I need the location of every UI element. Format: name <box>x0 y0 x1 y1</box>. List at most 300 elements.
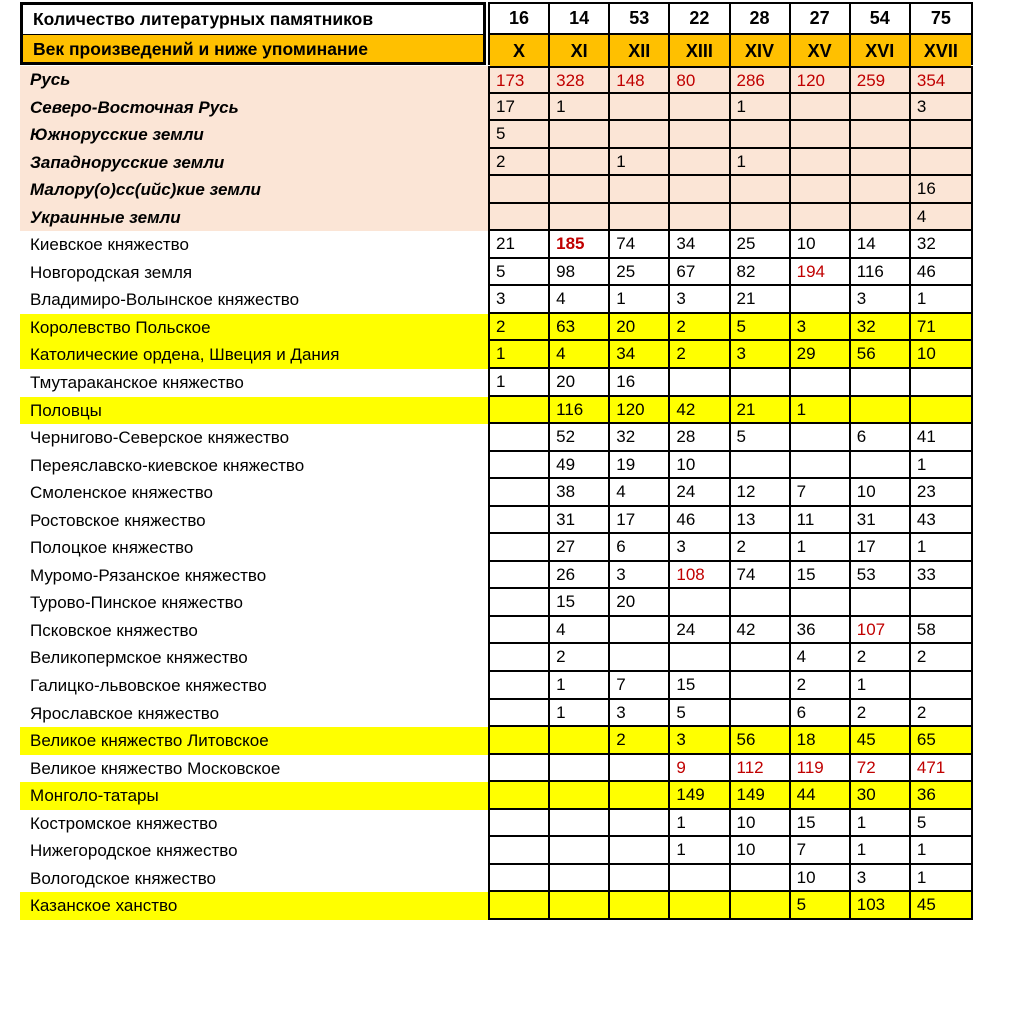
data-cell[interactable] <box>550 121 610 147</box>
data-cell[interactable]: 9 <box>670 755 730 781</box>
data-cell[interactable]: 3 <box>731 341 791 367</box>
data-cell[interactable]: 45 <box>911 892 971 918</box>
table-row[interactable] <box>20 507 973 535</box>
data-cell[interactable]: 36 <box>791 617 851 643</box>
data-cell[interactable]: 1 <box>550 672 610 698</box>
table-row[interactable] <box>20 755 973 783</box>
data-cell[interactable] <box>731 672 791 698</box>
data-cell[interactable]: 120 <box>791 68 851 92</box>
data-cell[interactable]: 10 <box>731 810 791 836</box>
data-cell[interactable] <box>610 644 670 670</box>
data-cell[interactable]: 1 <box>851 672 911 698</box>
data-cell[interactable]: 10 <box>911 341 971 367</box>
data-cell[interactable] <box>731 644 791 670</box>
data-cell[interactable] <box>851 176 911 202</box>
row-cells <box>488 369 973 397</box>
data-cell[interactable] <box>610 617 670 643</box>
row-label: Западнорусские земли <box>20 149 488 177</box>
data-cell[interactable] <box>731 589 791 615</box>
table-row[interactable] <box>20 204 973 232</box>
data-cell[interactable]: 286 <box>731 68 791 92</box>
data-cell[interactable]: 72 <box>851 755 911 781</box>
data-cell[interactable] <box>911 149 971 175</box>
table-row[interactable] <box>20 837 973 865</box>
data-cell[interactable] <box>610 755 670 781</box>
data-cell[interactable]: 26 <box>550 562 610 588</box>
data-cell[interactable] <box>791 121 851 147</box>
data-cell[interactable]: 71 <box>911 314 971 340</box>
data-cell[interactable] <box>851 149 911 175</box>
data-cell[interactable]: 36 <box>911 782 971 808</box>
row-label: Полоцкое княжество <box>20 534 488 562</box>
data-cell[interactable] <box>490 617 550 643</box>
data-cell[interactable]: 1 <box>851 810 911 836</box>
data-cell[interactable]: 10 <box>851 479 911 505</box>
data-cell[interactable]: 43 <box>911 507 971 533</box>
row-label: Католические ордена, Швеция и Дания <box>20 341 488 369</box>
data-cell[interactable] <box>550 837 610 863</box>
data-cell[interactable] <box>490 534 550 560</box>
row-cells <box>488 314 973 342</box>
data-cell[interactable]: 65 <box>911 727 971 753</box>
data-cell[interactable] <box>670 865 730 891</box>
data-cell[interactable]: 44 <box>791 782 851 808</box>
table-row[interactable] <box>20 66 973 94</box>
data-cell[interactable] <box>490 204 550 230</box>
data-cell[interactable]: 1 <box>911 534 971 560</box>
data-cell[interactable]: 20 <box>610 589 670 615</box>
header-century-cell: XIII <box>670 35 730 67</box>
table-row[interactable] <box>20 121 973 149</box>
data-cell[interactable] <box>851 589 911 615</box>
data-cell[interactable] <box>490 782 550 808</box>
data-cell[interactable]: 1 <box>911 837 971 863</box>
data-cell[interactable]: 15 <box>791 810 851 836</box>
table-row[interactable] <box>20 810 973 838</box>
data-cell[interactable] <box>670 204 730 230</box>
header-count-cell: 53 <box>610 4 670 35</box>
data-cell[interactable] <box>610 121 670 147</box>
data-cell[interactable] <box>670 149 730 175</box>
table-row[interactable] <box>20 782 973 810</box>
data-cell[interactable] <box>550 176 610 202</box>
data-cell[interactable] <box>490 755 550 781</box>
data-cell[interactable]: 4 <box>911 204 971 230</box>
data-cell[interactable]: 1 <box>490 341 550 367</box>
data-cell[interactable]: 42 <box>670 397 730 423</box>
data-cell[interactable]: 6 <box>851 424 911 450</box>
data-cell[interactable]: 34 <box>670 231 730 257</box>
data-cell[interactable]: 2 <box>911 700 971 726</box>
header-count-cell: 75 <box>911 4 971 35</box>
data-cell[interactable] <box>851 121 911 147</box>
data-cell[interactable]: 16 <box>610 369 670 395</box>
data-cell[interactable]: 25 <box>731 231 791 257</box>
data-cell[interactable] <box>490 700 550 726</box>
data-cell[interactable] <box>490 562 550 588</box>
data-cell[interactable]: 10 <box>791 865 851 891</box>
table-row[interactable] <box>20 341 973 369</box>
data-cell[interactable] <box>911 672 971 698</box>
data-cell[interactable]: 3 <box>791 314 851 340</box>
data-cell[interactable]: 24 <box>670 617 730 643</box>
data-cell[interactable]: 5 <box>791 892 851 918</box>
data-cell[interactable]: 3 <box>851 865 911 891</box>
data-cell[interactable]: 17 <box>851 534 911 560</box>
table-row[interactable] <box>20 176 973 204</box>
data-cell[interactable]: 2 <box>490 149 550 175</box>
data-cell[interactable]: 31 <box>851 507 911 533</box>
data-cell[interactable]: 42 <box>731 617 791 643</box>
data-cell[interactable] <box>851 94 911 120</box>
data-cell[interactable]: 149 <box>731 782 791 808</box>
data-cell[interactable]: 5 <box>731 314 791 340</box>
data-cell[interactable]: 4 <box>791 644 851 670</box>
data-cell[interactable] <box>731 865 791 891</box>
data-cell[interactable]: 33 <box>911 562 971 588</box>
data-cell[interactable] <box>670 94 730 120</box>
data-cell[interactable]: 4 <box>550 341 610 367</box>
data-cell[interactable]: 67 <box>670 259 730 285</box>
data-cell[interactable] <box>550 755 610 781</box>
table-row[interactable] <box>20 94 973 122</box>
row-label: Украинные земли <box>20 204 488 232</box>
data-cell[interactable] <box>550 810 610 836</box>
table-row[interactable] <box>20 314 973 342</box>
data-cell[interactable]: 12 <box>731 479 791 505</box>
data-cell[interactable] <box>791 424 851 450</box>
data-cell[interactable]: 5 <box>911 810 971 836</box>
data-cell[interactable]: 1 <box>610 286 670 312</box>
data-cell[interactable]: 112 <box>731 755 791 781</box>
data-cell[interactable]: 259 <box>851 68 911 92</box>
data-cell[interactable]: 13 <box>731 507 791 533</box>
data-cell[interactable]: 74 <box>731 562 791 588</box>
data-cell[interactable] <box>670 176 730 202</box>
data-cell[interactable]: 471 <box>911 755 971 781</box>
data-cell[interactable]: 49 <box>550 452 610 478</box>
data-cell[interactable] <box>731 369 791 395</box>
header-count-cell: 54 <box>851 4 911 35</box>
data-cell[interactable]: 2 <box>911 644 971 670</box>
data-cell[interactable] <box>731 700 791 726</box>
data-cell[interactable]: 3 <box>490 286 550 312</box>
data-cell[interactable] <box>610 94 670 120</box>
data-cell[interactable]: 1 <box>791 397 851 423</box>
table-row[interactable] <box>20 534 973 562</box>
data-cell[interactable]: 21 <box>731 286 791 312</box>
data-cell[interactable]: 16 <box>911 176 971 202</box>
data-cell[interactable]: 18 <box>791 727 851 753</box>
data-cell[interactable]: 148 <box>610 68 670 92</box>
data-cell[interactable]: 21 <box>731 397 791 423</box>
data-cell[interactable] <box>490 644 550 670</box>
data-cell[interactable] <box>670 892 730 918</box>
data-cell[interactable] <box>791 452 851 478</box>
data-cell[interactable]: 20 <box>550 369 610 395</box>
data-cell[interactable]: 15 <box>550 589 610 615</box>
data-cell[interactable] <box>610 204 670 230</box>
data-cell[interactable]: 98 <box>550 259 610 285</box>
data-cell[interactable]: 1 <box>670 837 730 863</box>
data-cell[interactable]: 185 <box>550 231 610 257</box>
data-cell[interactable]: 10 <box>731 837 791 863</box>
row-cells <box>488 782 973 810</box>
data-cell[interactable] <box>851 397 911 423</box>
data-cell[interactable]: 3 <box>610 562 670 588</box>
data-cell[interactable]: 1 <box>731 149 791 175</box>
data-cell[interactable]: 7 <box>791 479 851 505</box>
table-row[interactable] <box>20 672 973 700</box>
data-cell[interactable]: 116 <box>550 397 610 423</box>
data-cell[interactable]: 32 <box>851 314 911 340</box>
row-cells <box>488 617 973 645</box>
data-cell[interactable] <box>911 369 971 395</box>
row-cells <box>488 397 973 425</box>
data-cell[interactable]: 328 <box>550 68 610 92</box>
data-cell[interactable]: 5 <box>731 424 791 450</box>
data-cell[interactable]: 82 <box>731 259 791 285</box>
table-row[interactable] <box>20 397 973 425</box>
data-cell[interactable] <box>490 452 550 478</box>
data-cell[interactable] <box>550 149 610 175</box>
data-cell[interactable] <box>791 149 851 175</box>
data-cell[interactable]: 3 <box>610 700 670 726</box>
data-cell[interactable]: 3 <box>670 727 730 753</box>
data-cell[interactable]: 1 <box>791 534 851 560</box>
data-cell[interactable] <box>731 121 791 147</box>
data-cell[interactable]: 103 <box>851 892 911 918</box>
data-cell[interactable] <box>791 94 851 120</box>
data-cell[interactable]: 194 <box>791 259 851 285</box>
data-cell[interactable]: 107 <box>851 617 911 643</box>
data-cell[interactable]: 17 <box>610 507 670 533</box>
data-cell[interactable]: 4 <box>610 479 670 505</box>
data-cell[interactable]: 28 <box>670 424 730 450</box>
data-cell[interactable]: 2 <box>670 341 730 367</box>
header-label-box <box>20 2 486 65</box>
data-cell[interactable]: 3 <box>851 286 911 312</box>
table-row[interactable] <box>20 259 973 287</box>
table-row[interactable] <box>20 727 973 755</box>
data-cell[interactable] <box>490 479 550 505</box>
data-cell[interactable]: 11 <box>791 507 851 533</box>
data-cell[interactable]: 2 <box>851 644 911 670</box>
data-cell[interactable]: 10 <box>670 452 730 478</box>
data-cell[interactable] <box>791 286 851 312</box>
data-cell[interactable]: 1 <box>610 149 670 175</box>
data-cell[interactable] <box>610 176 670 202</box>
data-cell[interactable] <box>490 810 550 836</box>
row-cells <box>488 259 973 287</box>
data-cell[interactable] <box>911 397 971 423</box>
data-cell[interactable]: 3 <box>670 534 730 560</box>
data-cell[interactable]: 19 <box>610 452 670 478</box>
table-row[interactable] <box>20 424 973 452</box>
table-row[interactable] <box>20 452 973 480</box>
data-cell[interactable]: 20 <box>610 314 670 340</box>
data-cell[interactable] <box>731 452 791 478</box>
data-cell[interactable]: 1 <box>670 810 730 836</box>
data-cell[interactable] <box>851 204 911 230</box>
data-cell[interactable]: 3 <box>911 94 971 120</box>
data-cell[interactable]: 3 <box>670 286 730 312</box>
table-row[interactable] <box>20 369 973 397</box>
table-row[interactable] <box>20 892 973 920</box>
data-cell[interactable]: 27 <box>550 534 610 560</box>
data-cell[interactable] <box>791 369 851 395</box>
data-cell[interactable]: 15 <box>670 672 730 698</box>
table-row[interactable] <box>20 617 973 645</box>
data-cell[interactable] <box>731 176 791 202</box>
data-cell[interactable]: 1 <box>911 452 971 478</box>
data-cell[interactable] <box>490 727 550 753</box>
data-cell[interactable] <box>490 507 550 533</box>
data-cell[interactable] <box>731 204 791 230</box>
data-cell[interactable]: 80 <box>670 68 730 92</box>
data-cell[interactable]: 5 <box>670 700 730 726</box>
data-cell[interactable]: 29 <box>791 341 851 367</box>
data-cell[interactable] <box>490 589 550 615</box>
data-cell[interactable] <box>490 865 550 891</box>
data-cell[interactable]: 31 <box>550 507 610 533</box>
data-cell[interactable]: 74 <box>610 231 670 257</box>
data-cell[interactable] <box>490 424 550 450</box>
data-cell[interactable]: 108 <box>670 562 730 588</box>
header-count-cell: 22 <box>670 4 730 35</box>
data-cell[interactable]: 120 <box>610 397 670 423</box>
data-cell[interactable]: 2 <box>731 534 791 560</box>
data-cell[interactable] <box>550 892 610 918</box>
data-cell[interactable]: 7 <box>791 837 851 863</box>
data-cell[interactable]: 32 <box>610 424 670 450</box>
data-cell[interactable] <box>550 865 610 891</box>
data-cell[interactable]: 58 <box>911 617 971 643</box>
data-cell[interactable]: 46 <box>911 259 971 285</box>
data-cell[interactable]: 7 <box>610 672 670 698</box>
data-cell[interactable]: 10 <box>791 231 851 257</box>
table-row[interactable] <box>20 700 973 728</box>
data-cell[interactable] <box>490 837 550 863</box>
table-row[interactable] <box>20 644 973 672</box>
data-cell[interactable]: 46 <box>670 507 730 533</box>
data-cell[interactable]: 1 <box>911 865 971 891</box>
table-row[interactable] <box>20 589 973 617</box>
data-cell[interactable]: 56 <box>731 727 791 753</box>
data-cell[interactable]: 1 <box>911 286 971 312</box>
data-cell[interactable]: 23 <box>911 479 971 505</box>
data-cell[interactable] <box>490 176 550 202</box>
data-cell[interactable]: 173 <box>490 68 550 92</box>
data-cell[interactable]: 30 <box>851 782 911 808</box>
header-title-label: Количество литературных памятников <box>23 5 483 34</box>
data-cell[interactable]: 5 <box>490 259 550 285</box>
data-cell[interactable]: 2 <box>490 314 550 340</box>
data-cell[interactable] <box>670 589 730 615</box>
data-cell[interactable]: 53 <box>851 562 911 588</box>
data-cell[interactable] <box>610 892 670 918</box>
data-cell[interactable] <box>610 782 670 808</box>
data-cell[interactable] <box>791 589 851 615</box>
data-cell[interactable]: 25 <box>610 259 670 285</box>
data-cell[interactable]: 2 <box>851 700 911 726</box>
data-cell[interactable]: 6 <box>610 534 670 560</box>
row-label: Монголо-татары <box>20 782 488 810</box>
data-cell[interactable] <box>670 121 730 147</box>
data-cell[interactable]: 52 <box>550 424 610 450</box>
data-cell[interactable]: 354 <box>911 68 971 92</box>
data-cell[interactable] <box>911 121 971 147</box>
data-cell[interactable]: 2 <box>610 727 670 753</box>
data-cell[interactable]: 45 <box>851 727 911 753</box>
data-cell[interactable] <box>550 727 610 753</box>
table-row[interactable] <box>20 865 973 893</box>
data-cell[interactable]: 1 <box>490 369 550 395</box>
table-row[interactable] <box>20 149 973 177</box>
data-cell[interactable]: 24 <box>670 479 730 505</box>
data-cell[interactable]: 2 <box>670 314 730 340</box>
table-row[interactable] <box>20 231 973 259</box>
data-cell[interactable] <box>791 204 851 230</box>
table-row[interactable] <box>20 562 973 590</box>
table-body <box>20 66 973 920</box>
table-row[interactable] <box>20 286 973 314</box>
data-cell[interactable]: 2 <box>791 672 851 698</box>
data-cell[interactable] <box>610 837 670 863</box>
data-cell[interactable]: 6 <box>791 700 851 726</box>
data-cell[interactable] <box>610 810 670 836</box>
data-cell[interactable] <box>851 452 911 478</box>
data-cell[interactable]: 2 <box>550 644 610 670</box>
data-cell[interactable]: 1 <box>731 94 791 120</box>
data-cell[interactable]: 34 <box>610 341 670 367</box>
data-cell[interactable]: 1 <box>851 837 911 863</box>
data-cell[interactable]: 1 <box>550 700 610 726</box>
data-cell[interactable] <box>490 672 550 698</box>
data-cell[interactable]: 63 <box>550 314 610 340</box>
data-cell[interactable]: 4 <box>550 617 610 643</box>
data-cell[interactable] <box>851 369 911 395</box>
row-label: Русь <box>20 66 488 94</box>
row-cells <box>488 286 973 314</box>
data-cell[interactable]: 1 <box>550 94 610 120</box>
data-cell[interactable]: 5 <box>490 121 550 147</box>
data-cell[interactable] <box>550 204 610 230</box>
data-cell[interactable] <box>490 892 550 918</box>
data-cell[interactable]: 41 <box>911 424 971 450</box>
table-row[interactable] <box>20 479 973 507</box>
data-cell[interactable]: 15 <box>791 562 851 588</box>
data-cell[interactable] <box>911 589 971 615</box>
data-cell[interactable] <box>670 369 730 395</box>
data-cell[interactable]: 14 <box>851 231 911 257</box>
data-cell[interactable]: 21 <box>490 231 550 257</box>
data-cell[interactable] <box>610 865 670 891</box>
data-cell[interactable]: 32 <box>911 231 971 257</box>
data-cell[interactable] <box>731 892 791 918</box>
data-cell[interactable] <box>490 397 550 423</box>
data-cell[interactable]: 116 <box>851 259 911 285</box>
data-cell[interactable]: 149 <box>670 782 730 808</box>
data-cell[interactable]: 38 <box>550 479 610 505</box>
data-cell[interactable] <box>670 644 730 670</box>
data-cell[interactable]: 4 <box>550 286 610 312</box>
data-cell[interactable]: 56 <box>851 341 911 367</box>
data-cell[interactable] <box>791 176 851 202</box>
data-cell[interactable]: 119 <box>791 755 851 781</box>
data-cell[interactable]: 17 <box>490 94 550 120</box>
data-cell[interactable] <box>550 782 610 808</box>
